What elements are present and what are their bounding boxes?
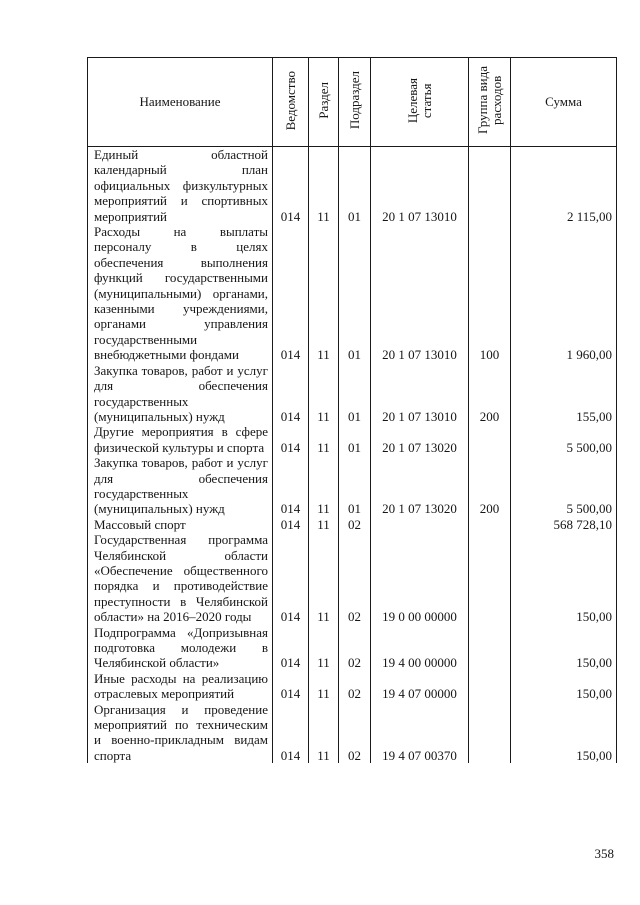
table-row [88,424,617,455]
row-celevaya-statya: 19 4 07 00000 [371,671,469,702]
row-gruppa-vida [469,671,511,702]
row-razdel: 11 [309,702,339,764]
row-razdel: 11 [309,532,339,624]
row-celevaya-statya: 20 1 07 13020 [371,424,469,455]
row-podrazdel: 02 [339,532,371,624]
table-row [88,363,617,425]
row-razdel: 11 [309,455,339,517]
row-razdel: 11 [309,224,339,363]
row-podrazdel: 02 [339,702,371,764]
page-number: 358 [594,846,614,861]
row-name: Иные расходы на реализацию отраслевых мероприятий [88,671,273,702]
row-celevaya-statya: 19 4 07 00370 [371,702,469,764]
row-name: Расходы на выплаты персоналу в целях обеспечения выполнения функций государственными (муниципальными) органами, казенными учреждениями, органами управления государственными внебюджетными фондами [88,224,273,363]
row-celevaya-statya: 20 1 07 13010 [371,224,469,363]
row-podrazdel: 01 [339,147,371,225]
row-podrazdel: 01 [339,424,371,455]
header-summa: Сумма [511,58,617,147]
row-gruppa-vida [469,517,511,532]
row-podrazdel: 02 [339,671,371,702]
row-gruppa-vida [469,532,511,624]
row-name: Подпрограмма «Допризывная подготовка молодежи в Челябинской области» [88,625,273,671]
row-summa: 2 115,00 [511,147,617,225]
row-summa: 5 500,00 [511,455,617,517]
row-gruppa-vida [469,625,511,671]
header-name: Наименование [88,58,273,147]
row-name: Закупка товаров, работ и услуг для обеспечения государственных (муниципальных) нужд [88,363,273,425]
row-celevaya-statya: 19 0 00 00000 [371,532,469,624]
row-summa: 5 500,00 [511,424,617,455]
row-vedomstvo: 014 [273,702,309,764]
row-celevaya-statya: 19 4 00 00000 [371,625,469,671]
table-row [88,455,617,517]
header-gruppa-vida-rashodov: Группа вида расходов [469,58,511,147]
row-vedomstvo: 014 [273,424,309,455]
row-summa: 150,00 [511,702,617,764]
row-vedomstvo: 014 [273,625,309,671]
row-vedomstvo: 014 [273,363,309,425]
row-podrazdel: 02 [339,517,371,532]
row-podrazdel: 01 [339,363,371,425]
header-podrazdel: Подраздел [339,58,371,147]
row-name: Другие мероприятия в сфере физической культуры и спорта [88,424,273,455]
row-razdel: 11 [309,517,339,532]
row-celevaya-statya: 20 1 07 13020 [371,455,469,517]
row-name: Массовый спорт [88,517,273,532]
row-podrazdel: 01 [339,224,371,363]
row-summa: 1 960,00 [511,224,617,363]
header-razdel: Раздел [309,58,339,147]
row-razdel: 11 [309,671,339,702]
row-gruppa-vida: 100 [469,224,511,363]
row-razdel: 11 [309,363,339,425]
row-celevaya-statya [371,517,469,532]
row-name: Государственная программа Челябинской области «Обеспечение общественного порядка и противодействие преступности в Челябинской области» на 2016–2020 годы [88,532,273,624]
header-vedomstvo: Ведомство [273,58,309,147]
row-razdel: 11 [309,424,339,455]
row-summa: 155,00 [511,363,617,425]
row-summa: 150,00 [511,671,617,702]
row-gruppa-vida [469,147,511,225]
row-celevaya-statya: 20 1 07 13010 [371,363,469,425]
row-vedomstvo: 014 [273,671,309,702]
row-gruppa-vida [469,424,511,455]
row-razdel: 11 [309,147,339,225]
row-gruppa-vida [469,702,511,764]
row-summa: 150,00 [511,532,617,624]
row-name: Закупка товаров, работ и услуг для обеспечения государственных (муниципальных) нужд [88,455,273,517]
row-name: Организация и проведение мероприятий по техническим и военно-прикладным видам спорта [88,702,273,764]
row-vedomstvo: 014 [273,517,309,532]
row-summa: 568 728,10 [511,517,617,532]
table-row [88,517,617,532]
row-gruppa-vida: 200 [469,363,511,425]
budget-table [87,57,617,763]
table-row [88,702,617,764]
row-vedomstvo: 014 [273,147,309,225]
table-row [88,224,617,363]
table-row [88,671,617,702]
table-row [88,532,617,624]
table-row [88,147,617,225]
row-vedomstvo: 014 [273,455,309,517]
table-header-row [88,58,617,147]
row-summa: 150,00 [511,625,617,671]
row-vedomstvo: 014 [273,224,309,363]
row-razdel: 11 [309,625,339,671]
row-podrazdel: 01 [339,455,371,517]
row-vedomstvo: 014 [273,532,309,624]
row-celevaya-statya: 20 1 07 13010 [371,147,469,225]
header-celevaya-statya: Целевая статья [371,58,469,147]
row-name: Единый областной календарный план официальных физкультурных мероприятий и спортивных мероприятий [88,147,273,225]
row-podrazdel: 02 [339,625,371,671]
row-gruppa-vida: 200 [469,455,511,517]
table-row [88,625,617,671]
